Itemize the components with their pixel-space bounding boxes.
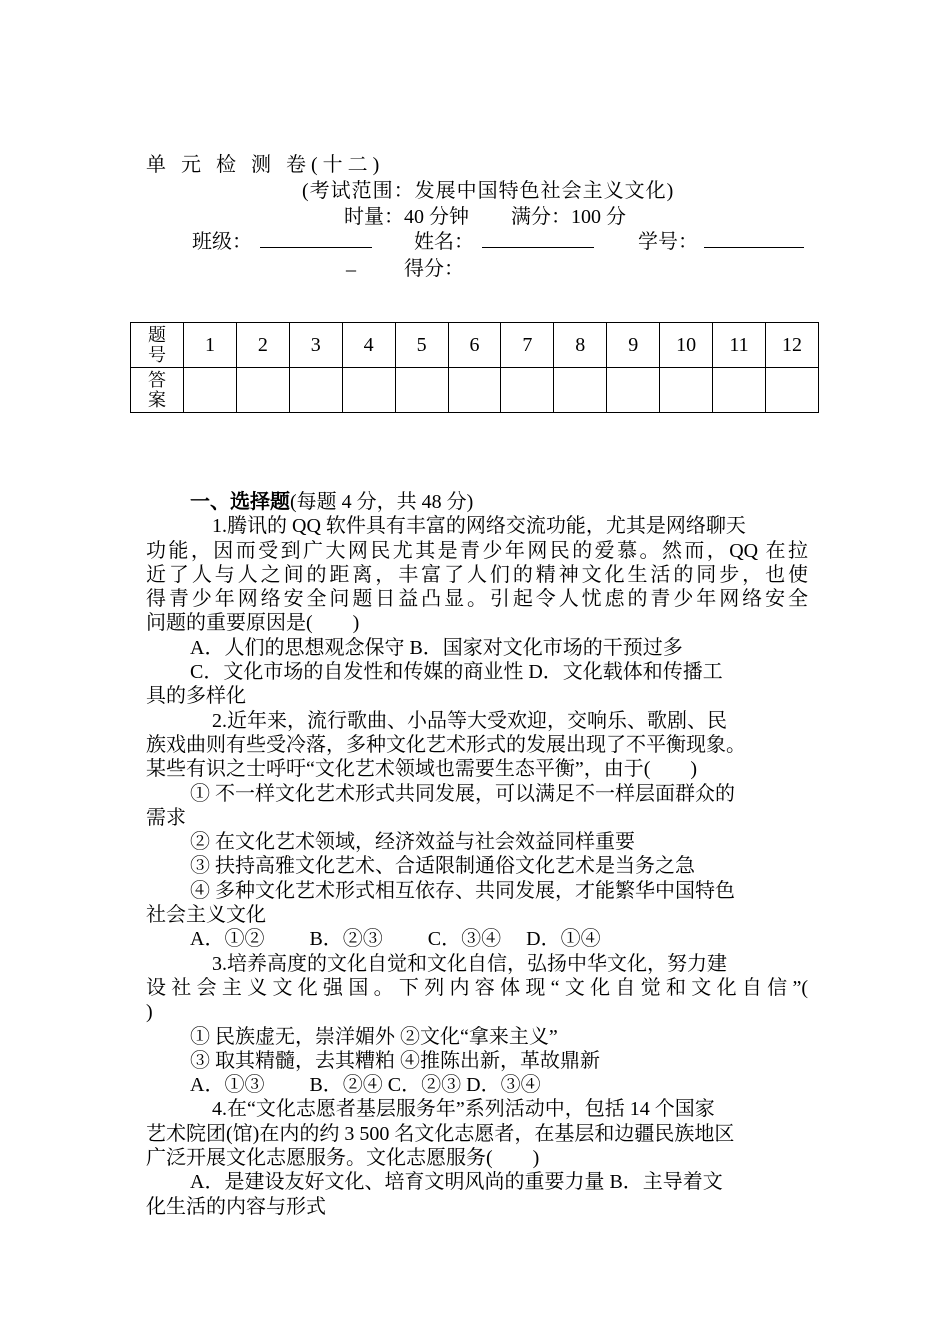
class-blank[interactable] [260,229,372,248]
answer-header: 答 案 [131,368,184,413]
question-text-line: ④ 多种文化艺术形式相互依存、共同发展，才能繁华中国特色 [190,879,735,902]
question-text-line: 3.培养高度的文化自觉和文化自信，弘扬中华文化，努力建 [212,952,727,975]
answer-cell[interactable] [342,368,395,413]
answer-cell[interactable] [607,368,660,413]
name-field [414,225,594,254]
name-label: 姓名： [414,231,474,253]
class-field [192,225,372,254]
question-number-cell: 12 [765,323,818,368]
answer-cell[interactable] [448,368,501,413]
question-number-cell: 7 [501,323,554,368]
question-text-line: C．文化市场的自发性和传媒的商业性 D．文化载体和传播工 [190,661,723,684]
answer-table [130,322,819,413]
answer-cell[interactable] [184,368,237,413]
answer-cell[interactable] [289,368,342,413]
question-number-cell: 5 [395,323,448,368]
question-text-line: 族戏曲则有些受冷落，多种文化艺术形式的发展出现了不平衡现象。 [146,733,746,756]
answer-cell[interactable] [236,368,289,413]
question-number-cell: 6 [448,323,501,368]
question-body [146,490,808,1219]
question-number-cell: 1 [184,323,237,368]
question-text-line: A．①③ B．②④ C．②③ D．③④ [190,1074,541,1097]
answer-cell[interactable] [660,368,713,413]
question-text-line: 问题的重要原因是( ) [146,612,360,635]
stray-underscore: _ [346,252,356,274]
exam-scope: (考试范围：发展中国特色社会主义文化) [302,180,675,202]
question-text-line: ① 不一样文化艺术形式共同发展，可以满足不一样层面群众的 [190,782,735,805]
question-text-line: 社会主义文化 [146,904,266,927]
score-field [404,252,472,281]
question-text-line: ① 民族虚无，崇洋媚外 ②文化“拿来主义” [190,1025,558,1048]
question-text-line: A．是建设友好文化、培育文明风尚的重要力量 B．主导着文 [190,1171,723,1194]
time-limit: 时量：40 分钟 [344,206,469,228]
question-text-line: ③ 取其精髓，去其糟粕 ④推陈出新，革故鼎新 [190,1049,600,1072]
question-text-line: ) [146,1001,153,1024]
question-number-cell: 8 [554,323,607,368]
name-blank[interactable] [482,229,594,248]
question-text-line: A．人们的思想观念保守 B．国家对文化市场的干预过多 [190,636,683,659]
question-text-line: 需求 [146,806,186,829]
student-id-label: 学号： [638,231,698,253]
page-title: 单 元 检 测 卷(十二) [146,154,385,176]
answer-cell[interactable] [395,368,448,413]
answer-row [131,368,819,413]
question-text-line: A．①② B．②③ C．③④ D．①④ [190,928,601,951]
question-number-cell: 10 [660,323,713,368]
class-label: 班级： [192,231,252,253]
answer-cell[interactable] [765,368,818,413]
answer-cell[interactable] [554,368,607,413]
question-text-line: 4.在“文化志愿者基层服务年”系列活动中，包括 14 个国家 [212,1098,715,1121]
question-text-line: 某些有识之士呼吁“文化艺术领域也需要生态平衡”，由于( ) [146,758,698,781]
answer-cell[interactable] [501,368,554,413]
question-text-line: 化生活的内容与形式 [146,1195,326,1218]
question-text-line: 近了人与人之间的距离，丰富了人们的精神文化生活的同步，也使 [146,563,808,586]
question-text-line: 艺术院团(馆)在内的约 3 500 名文化志愿者，在基层和边疆民族地区 [146,1122,735,1145]
question-number-cell: 2 [236,323,289,368]
score-label: 得分： [404,258,464,280]
full-score: 满分：100 分 [511,206,626,228]
question-number-cell: 9 [607,323,660,368]
question-text-line: 1.腾讯的 QQ 软件具有丰富的网络交流功能，尤其是网络聊天 [212,515,746,538]
question-text-line: 得青少年网络安全问题日益凸显。引起令人忧虑的青少年网络安全 [146,588,808,611]
question-text-line: ③ 扶持高雅文化艺术、合适限制通俗文化艺术是当务之急 [190,855,695,878]
question-text-line: 2.近年来，流行歌曲、小品等大受欢迎，交响乐、歌剧、民 [212,709,727,732]
question-number-row [131,323,819,368]
question-number-cell: 11 [713,323,766,368]
question-text-line: 功能，因而受到广大网民尤其是青少年网民的爱慕。然而，QQ 在拉 [146,539,808,562]
question-text-line: 具的多样化 [146,685,246,708]
question-number-cell: 4 [342,323,395,368]
question-text-line: ② 在文化艺术领域，经济效益与社会效益同样重要 [190,831,635,854]
student-id-blank[interactable] [704,229,804,248]
section-heading: 一、选择题(每题 4 分，共 48 分) [190,491,474,513]
question-number-header: 题 号 [131,323,184,368]
student-id-field [638,225,804,254]
question-text-line: 设社会主义文化强国。下列内容体现“文化自觉和文化自信”( [146,976,808,999]
question-number-cell: 3 [289,323,342,368]
question-lines [146,514,808,1219]
answer-cell[interactable] [713,368,766,413]
question-text-line: 广泛开展文化志愿服务。文化志愿服务( ) [146,1147,540,1170]
